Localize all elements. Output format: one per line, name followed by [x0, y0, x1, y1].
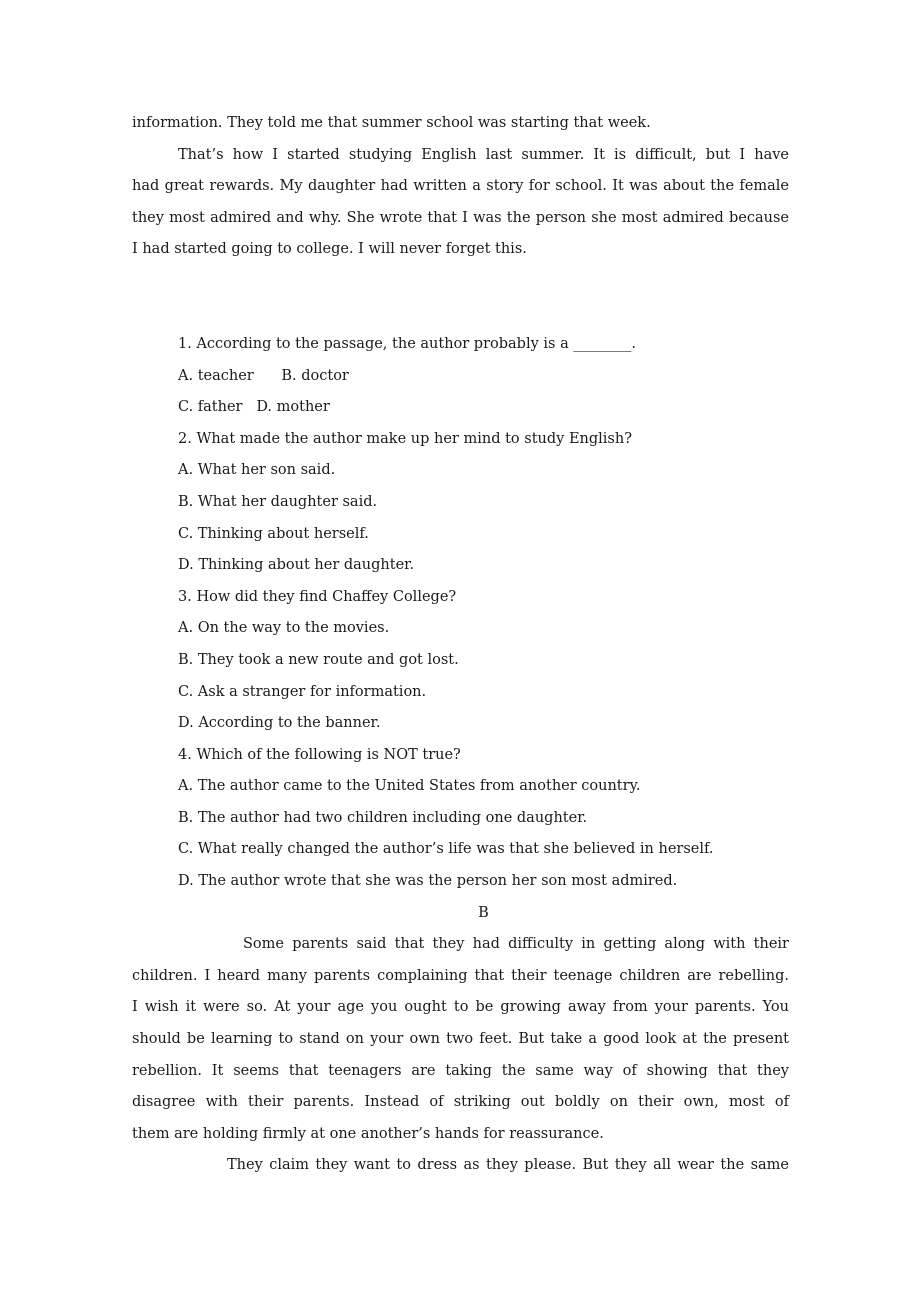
document-page: [132, 108, 789, 1182]
section-b: [132, 898, 789, 1182]
paragraph-line: rebellion. It seems that teenagers are taking the same way of showing that they: [132, 1062, 789, 1079]
question-option: C. What really changed the author’s life was that she believed in herself.: [178, 841, 714, 858]
question-option: A. teacher B. doctor: [178, 367, 349, 384]
question-option: B. What her daughter said.: [178, 493, 378, 510]
question-option: B. They took a new route and got lost.: [178, 651, 459, 668]
question-stem: 3. How did they find Chaffey College?: [178, 588, 457, 605]
section-spacer: [132, 266, 789, 329]
question-list: [132, 329, 789, 898]
question-2: [132, 424, 789, 582]
paragraph-line: I wish it were so. At your age you ought to be growing away from your parents. You: [132, 999, 789, 1016]
question-option: A. On the way to the movies.: [178, 620, 390, 637]
paragraph-line: That’s how I started studying English last summer. It is difficult, but I have: [178, 146, 789, 163]
paragraph-line: they most admired and why. She wrote that I was the person she most admired because: [132, 209, 789, 226]
question-1: [132, 329, 789, 424]
paragraph-line: disagree with their parents. Instead of striking out boldly on their own, most of: [132, 1094, 789, 1111]
paragraph-line: children. I heard many parents complaining that their teenage children are rebelling.: [132, 967, 789, 984]
paragraph-line: I had started going to college. I will never forget this.: [132, 241, 527, 258]
paragraph-line: had great rewards. My daughter had written a story for school. It was about the female: [132, 178, 789, 195]
question-option: C. father D. mother: [178, 399, 330, 416]
question-option: D. According to the banner.: [178, 715, 381, 732]
question-4: [132, 740, 789, 898]
question-option: D. The author wrote that she was the person her son most admired.: [178, 873, 678, 890]
question-option: A. The author came to the United States from another country.: [178, 778, 641, 795]
question-stem: 4. Which of the following is NOT true?: [178, 746, 461, 763]
question-option: B. The author had two children including one daughter.: [178, 809, 588, 826]
question-option: C. Thinking about herself.: [178, 525, 369, 542]
paragraph-line: Some parents said that they had difficulty in getting along with their: [243, 936, 789, 953]
question-stem: 1. According to the passage, the author probably is a ________.: [178, 335, 636, 352]
paragraph-line: should be learning to stand on your own two feet. But take a good look at the present: [132, 1031, 789, 1048]
question-option: C. Ask a stranger for information.: [178, 683, 427, 700]
question-3: [132, 582, 789, 740]
question-option: D. Thinking about her daughter.: [178, 557, 415, 574]
section-heading: B: [478, 904, 489, 921]
question-stem: 2. What made the author make up her mind to study English?: [178, 430, 632, 447]
paragraph-line: They claim they want to dress as they please. But they all wear the same: [227, 1157, 789, 1174]
passage-a-tail: [132, 108, 789, 266]
question-option: A. What her son said.: [178, 462, 336, 479]
paragraph-line: information. They told me that summer school was starting that week.: [132, 115, 651, 131]
paragraph-line: them are holding firmly at one another’s hands for reassurance.: [132, 1125, 604, 1142]
